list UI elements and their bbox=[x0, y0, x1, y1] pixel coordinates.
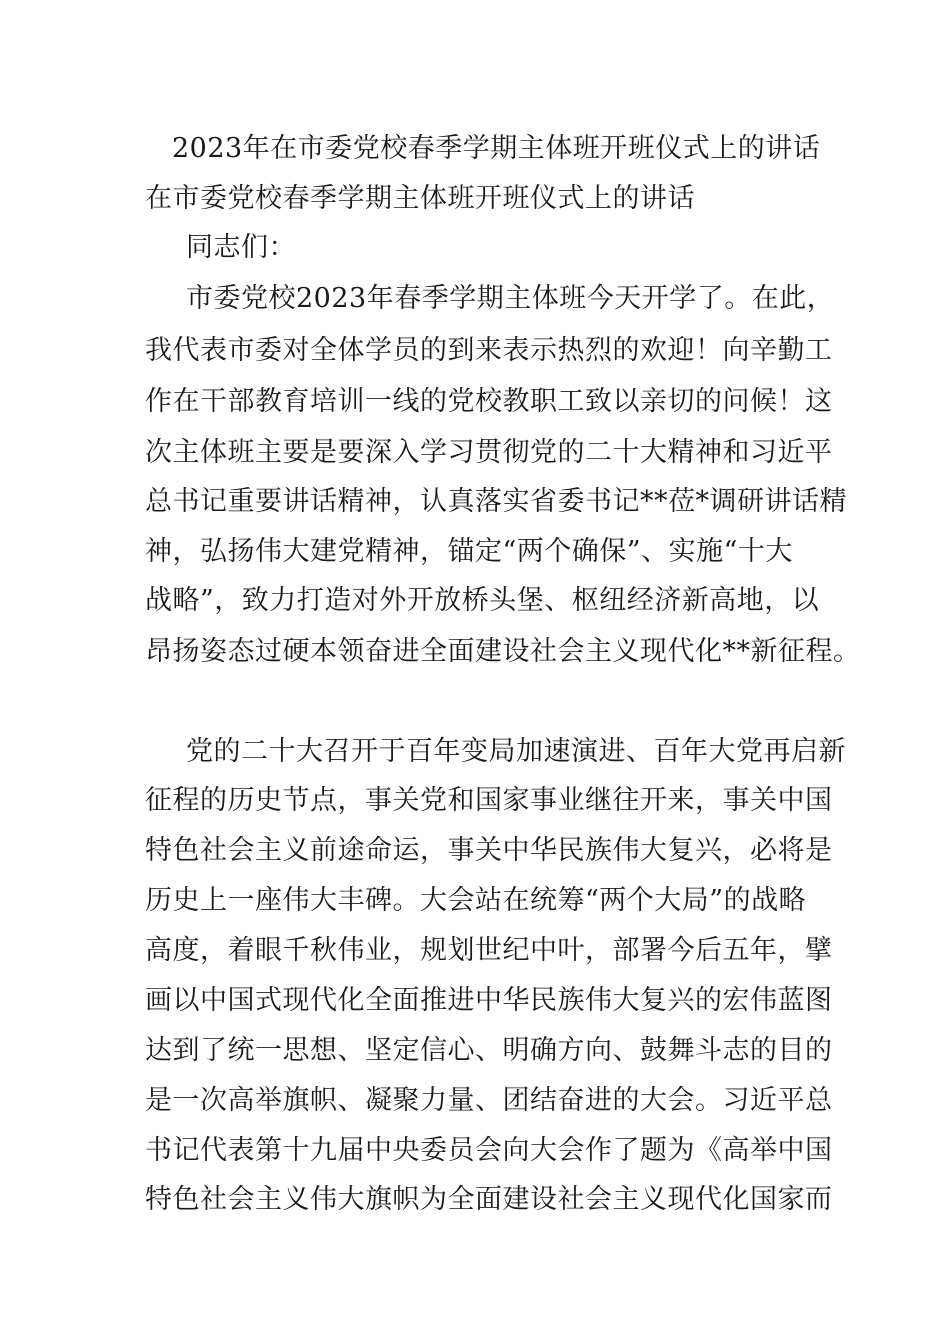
paragraph-line: 我代表市委对全体学员的到来表示热烈的欢迎！向辛勤工 bbox=[145, 335, 833, 366]
paragraph-line: 次主体班主要是要深入学习贯彻党的二十大精神和习近平 bbox=[145, 437, 833, 468]
paragraph-line: 高度，着眼千秋伟业，规划世纪中叶，部署今后五年，擘 bbox=[145, 935, 833, 966]
paragraph-line: 市委党校2023年春季学期主体班今天开学了。在此， bbox=[186, 283, 835, 314]
document-title: 2023年在市委党校春季学期主体班开班仪式上的讲话 bbox=[172, 133, 821, 164]
paragraph-line: 历史上一座伟大丰碑。大会站在统筹“两个大局”的战略 bbox=[145, 885, 807, 916]
paragraph-line: 达到了统一思想、坚定信心、明确方向、鼓舞斗志的目的 bbox=[145, 1035, 833, 1066]
paragraph-line: 神，弘扬伟大建党精神，锚定“两个确保”、实施“十大 bbox=[145, 536, 793, 567]
paragraph-line: 作在干部教育培训一线的党校教职工致以亲切的问候！这 bbox=[145, 386, 833, 417]
paragraph-line: 战略”，致力打造对外开放桥头堡、枢纽经济新高地，以 bbox=[145, 585, 820, 616]
paragraph-line: 总书记重要讲话精神，认真落实省委书记**莅*调研讲话精 bbox=[145, 486, 847, 517]
paragraph-line: 党的二十大召开于百年变局加速演进、百年大党再启新 bbox=[186, 736, 846, 767]
paragraph-line: 特色社会主义前途命运，事关中华民族伟大复兴，必将是 bbox=[145, 835, 833, 866]
greeting: 同志们： bbox=[186, 232, 296, 263]
paragraph-line: 是一次高举旗帜、凝聚力量、团结奋进的大会。习近平总 bbox=[145, 1085, 833, 1116]
paragraph-line: 书记代表第十九届中央委员会向大会作了题为《高举中国 bbox=[145, 1135, 833, 1166]
paragraph-line: 特色社会主义伟大旗帜为全面建设社会主义现代化国家而 bbox=[145, 1184, 833, 1215]
document-subtitle: 在市委党校春季学期主体班开班仪式上的讲话 bbox=[145, 183, 695, 214]
paragraph-line: 画以中国式现代化全面推进中华民族伟大复兴的宏伟蓝图 bbox=[145, 985, 833, 1016]
paragraph-line: 征程的历史节点，事关党和国家事业继往开来，事关中国 bbox=[145, 785, 833, 816]
paragraph-line: 昂扬姿态过硬本领奋进全面建设社会主义现代化**新征程。 bbox=[145, 636, 861, 667]
